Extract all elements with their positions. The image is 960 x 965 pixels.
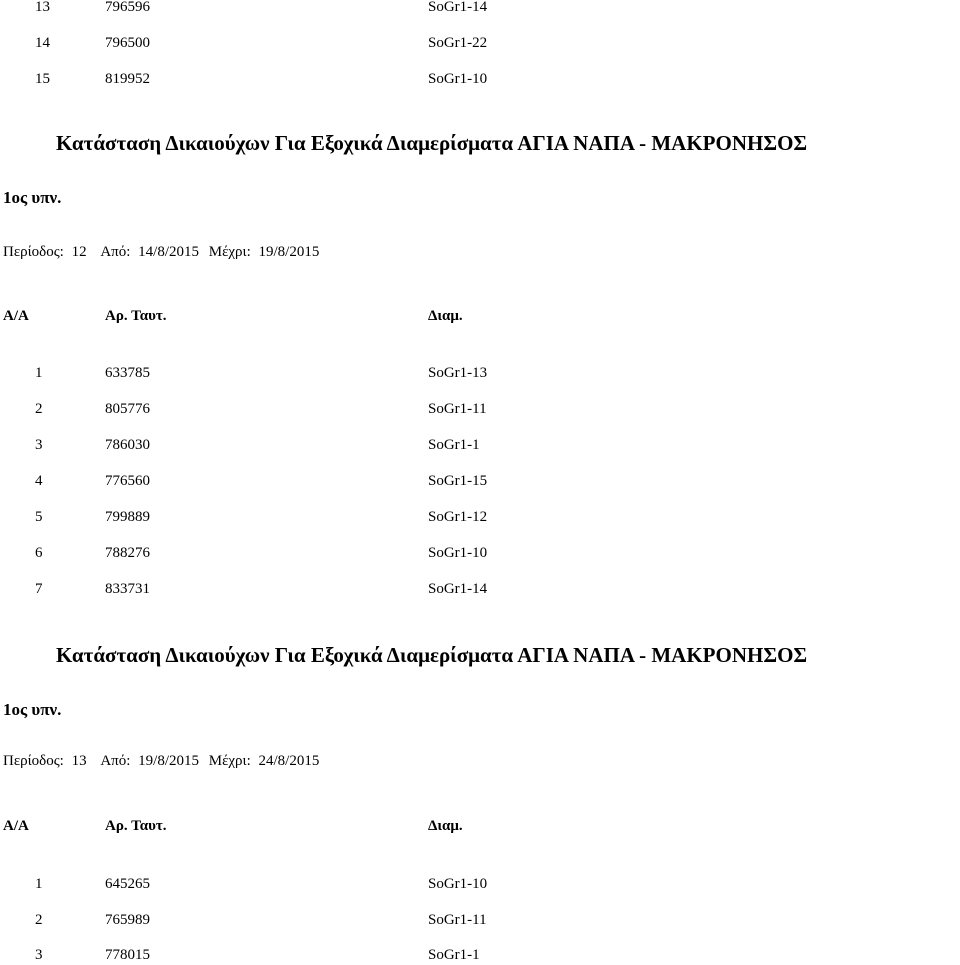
- section-title: Κατάσταση Δικαιούχων Για Εξοχικά Διαμερίσματα ΑΓΙΑ ΝΑΠΑ - ΜΑΚΡΟΝΗΣΟΣ: [56, 131, 808, 155]
- period-value: 12: [71, 244, 87, 260]
- table-row: [0, 579, 960, 599]
- table-row: [0, 910, 960, 930]
- table-header: [0, 816, 960, 836]
- table-row: [0, 399, 960, 419]
- row-number: 7: [35, 581, 43, 597]
- to-value: 19/8/2015: [258, 244, 320, 260]
- table-header: [0, 306, 960, 326]
- row-number: 6: [35, 545, 43, 561]
- table-row: [0, 363, 960, 383]
- column-header-id: Αρ. Ταυτ.: [105, 308, 167, 324]
- table-row: [0, 945, 960, 965]
- floor-label: 1ος υπν.: [3, 700, 62, 719]
- apartment-code: SoGr1-1: [428, 437, 480, 453]
- row-number: 2: [35, 912, 43, 928]
- apartment-code: SoGr1-13: [428, 365, 488, 381]
- period-label: Περίοδος:: [3, 753, 64, 769]
- to-value: 24/8/2015: [258, 753, 320, 769]
- apartment-code: SoGr1-11: [428, 401, 487, 417]
- row-number: 13: [35, 0, 50, 15]
- id-number: 633785: [105, 365, 150, 381]
- apartment-code: SoGr1-1: [428, 947, 480, 963]
- table-row: [0, 0, 960, 17]
- section-title: Κατάσταση Δικαιούχων Για Εξοχικά Διαμερίσματα ΑΓΙΑ ΝΑΠΑ - ΜΑΚΡΟΝΗΣΟΣ: [56, 643, 808, 667]
- row-number: 1: [35, 876, 43, 892]
- id-number: 833731: [105, 581, 150, 597]
- column-header-apartment: Διαμ.: [428, 818, 463, 834]
- apartment-code: SoGr1-11: [428, 912, 487, 928]
- table-row: [0, 33, 960, 53]
- apartment-code: SoGr1-15: [428, 473, 488, 489]
- row-number: 15: [35, 71, 50, 87]
- apartment-code: SoGr1-22: [428, 35, 488, 51]
- row-number: 3: [35, 437, 43, 453]
- floor-label: 1ος υπν.: [3, 188, 62, 207]
- table-row: [0, 543, 960, 563]
- table-row: [0, 874, 960, 894]
- apartment-code: SoGr1-10: [428, 876, 488, 892]
- id-number: 786030: [105, 437, 150, 453]
- column-header-apartment: Διαμ.: [428, 308, 463, 324]
- to-label: Μέχρι:: [208, 244, 251, 260]
- column-header-id: Αρ. Ταυτ.: [105, 818, 167, 834]
- table-row: [0, 507, 960, 527]
- id-number: 765989: [105, 912, 150, 928]
- row-number: 14: [35, 35, 50, 51]
- period-label: Περίοδος:: [3, 244, 64, 260]
- table-row: [0, 471, 960, 491]
- row-number: 5: [35, 509, 43, 525]
- id-number: 645265: [105, 876, 150, 892]
- row-number: 3: [35, 947, 43, 963]
- period-line: [3, 751, 319, 771]
- table-row: [0, 69, 960, 89]
- id-number: 778015: [105, 947, 150, 963]
- apartment-code: SoGr1-10: [428, 545, 488, 561]
- from-label: Από:: [100, 753, 131, 769]
- id-number: 796500: [105, 35, 150, 51]
- id-number: 819952: [105, 71, 150, 87]
- row-number: 1: [35, 365, 43, 381]
- row-number: 4: [35, 473, 43, 489]
- from-value: 19/8/2015: [138, 753, 199, 769]
- period-value: 13: [71, 753, 87, 769]
- row-number: 2: [35, 401, 43, 417]
- id-number: 805776: [105, 401, 150, 417]
- from-value: 14/8/2015: [138, 244, 199, 260]
- apartment-code: SoGr1-10: [428, 71, 488, 87]
- apartment-code: SoGr1-14: [428, 0, 488, 15]
- period-line: [3, 242, 319, 262]
- apartment-code: SoGr1-12: [428, 509, 488, 525]
- column-header-aa: Α/Α: [3, 818, 29, 834]
- table-row: [0, 435, 960, 455]
- column-header-aa: Α/Α: [3, 308, 29, 324]
- to-label: Μέχρι:: [208, 753, 251, 769]
- apartment-code: SoGr1-14: [428, 581, 488, 597]
- id-number: 799889: [105, 509, 150, 525]
- id-number: 788276: [105, 545, 150, 561]
- from-label: Από:: [100, 244, 131, 260]
- id-number: 796596: [105, 0, 150, 15]
- id-number: 776560: [105, 473, 150, 489]
